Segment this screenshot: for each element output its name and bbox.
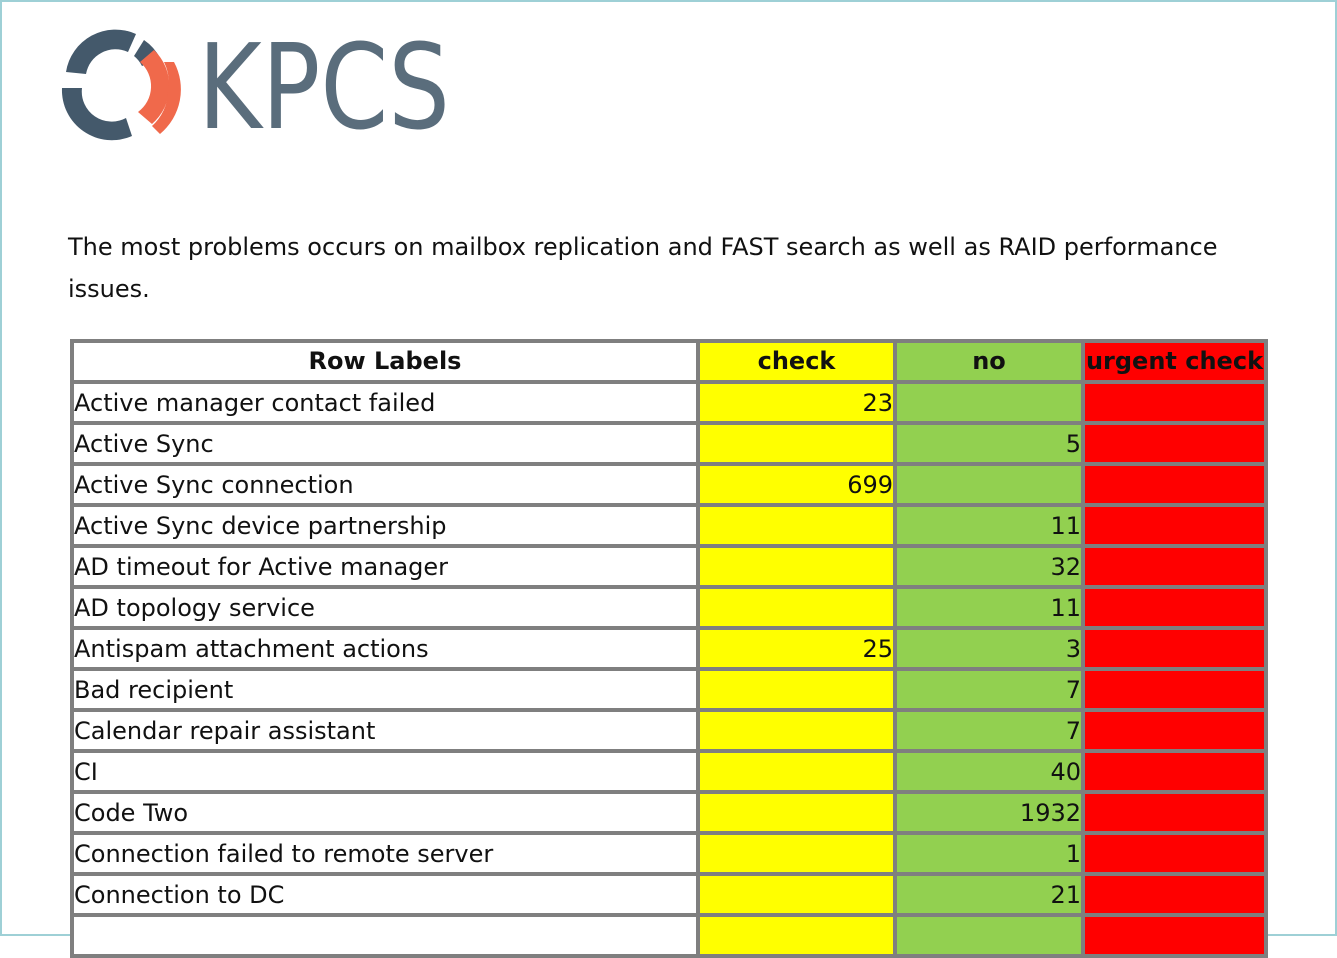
table-body [74, 384, 1264, 958]
table-row [74, 876, 1264, 917]
logo-brand-text: KPCS [198, 18, 450, 156]
table-row [74, 917, 1264, 958]
cell-no[interactable]: 11 [897, 589, 1085, 630]
cell-check[interactable] [700, 712, 897, 753]
table-row [74, 548, 1264, 589]
header-check[interactable]: check [700, 343, 897, 384]
cell-no[interactable]: 40 [897, 753, 1085, 794]
cell-no[interactable] [897, 384, 1085, 425]
cell-urgent-check[interactable] [1085, 630, 1264, 671]
intro-paragraph: The most problems occurs on mailbox replication and FAST search as well as RAID performance issues. [68, 233, 1218, 303]
table-row [74, 671, 1264, 712]
cell-row-label[interactable]: Connection failed to remote server [74, 835, 700, 876]
cell-row-label[interactable]: Active Sync connection [74, 466, 700, 507]
cell-row-label[interactable]: Active manager contact failed [74, 384, 700, 425]
cell-check[interactable] [700, 794, 897, 835]
cell-urgent-check[interactable] [1085, 794, 1264, 835]
cell-check[interactable]: 23 [700, 384, 897, 425]
table-row [74, 835, 1264, 876]
cell-check[interactable]: 699 [700, 466, 897, 507]
cell-urgent-check[interactable] [1085, 466, 1264, 507]
pivot-table-container [70, 339, 1268, 958]
cell-check[interactable] [700, 507, 897, 548]
table-row [74, 712, 1264, 753]
cell-check[interactable] [700, 425, 897, 466]
cell-urgent-check[interactable] [1085, 384, 1264, 425]
cell-row-label[interactable]: Calendar repair assistant [74, 712, 700, 753]
cell-no[interactable]: 3 [897, 630, 1085, 671]
table-row [74, 630, 1264, 671]
table-header-row [74, 343, 1264, 384]
kpcs-logo [48, 18, 468, 156]
cell-row-label[interactable]: Antispam attachment actions [74, 630, 700, 671]
cell-check[interactable] [700, 589, 897, 630]
cell-row-label[interactable]: Bad recipient [74, 671, 700, 712]
cell-urgent-check[interactable] [1085, 507, 1264, 548]
cell-urgent-check[interactable] [1085, 425, 1264, 466]
cell-no[interactable]: 7 [897, 671, 1085, 712]
cell-check[interactable] [700, 835, 897, 876]
cell-no[interactable] [897, 917, 1085, 958]
table-row [74, 507, 1264, 548]
cell-check[interactable] [700, 671, 897, 712]
cell-no[interactable]: 1932 [897, 794, 1085, 835]
cell-row-label[interactable]: AD timeout for Active manager [74, 548, 700, 589]
cell-urgent-check[interactable] [1085, 712, 1264, 753]
cell-urgent-check[interactable] [1085, 671, 1264, 712]
header-row-labels[interactable]: Row Labels [74, 343, 700, 384]
cell-row-label[interactable]: Code Two [74, 794, 700, 835]
cell-no[interactable]: 7 [897, 712, 1085, 753]
cell-urgent-check[interactable] [1085, 548, 1264, 589]
header-no[interactable]: no [897, 343, 1085, 384]
cell-urgent-check[interactable] [1085, 589, 1264, 630]
cell-urgent-check[interactable] [1085, 917, 1264, 958]
cell-row-label[interactable] [74, 917, 700, 958]
logo-ring-icon [62, 30, 181, 141]
cell-row-label[interactable]: Active Sync [74, 425, 700, 466]
cell-no[interactable]: 1 [897, 835, 1085, 876]
cell-check[interactable]: 25 [700, 630, 897, 671]
table-row [74, 384, 1264, 425]
cell-urgent-check[interactable] [1085, 876, 1264, 917]
cell-row-label[interactable]: CI [74, 753, 700, 794]
cell-no[interactable]: 11 [897, 507, 1085, 548]
cell-no[interactable]: 5 [897, 425, 1085, 466]
cell-row-label[interactable]: AD topology service [74, 589, 700, 630]
cell-row-label[interactable]: Active Sync device partnership [74, 507, 700, 548]
table-row [74, 794, 1264, 835]
pivot-table [70, 339, 1268, 958]
cell-row-label[interactable]: Connection to DC [74, 876, 700, 917]
table-row [74, 589, 1264, 630]
cell-check[interactable] [700, 548, 897, 589]
table-row [74, 753, 1264, 794]
cell-check[interactable] [700, 753, 897, 794]
cell-urgent-check[interactable] [1085, 753, 1264, 794]
header-urgent-check[interactable]: urgent check [1085, 343, 1264, 384]
cell-check[interactable] [700, 876, 897, 917]
table-row [74, 466, 1264, 507]
cell-check[interactable] [700, 917, 897, 958]
cell-no[interactable]: 21 [897, 876, 1085, 917]
cell-urgent-check[interactable] [1085, 835, 1264, 876]
cell-no[interactable]: 32 [897, 548, 1085, 589]
cell-no[interactable] [897, 466, 1085, 507]
table-row [74, 425, 1264, 466]
